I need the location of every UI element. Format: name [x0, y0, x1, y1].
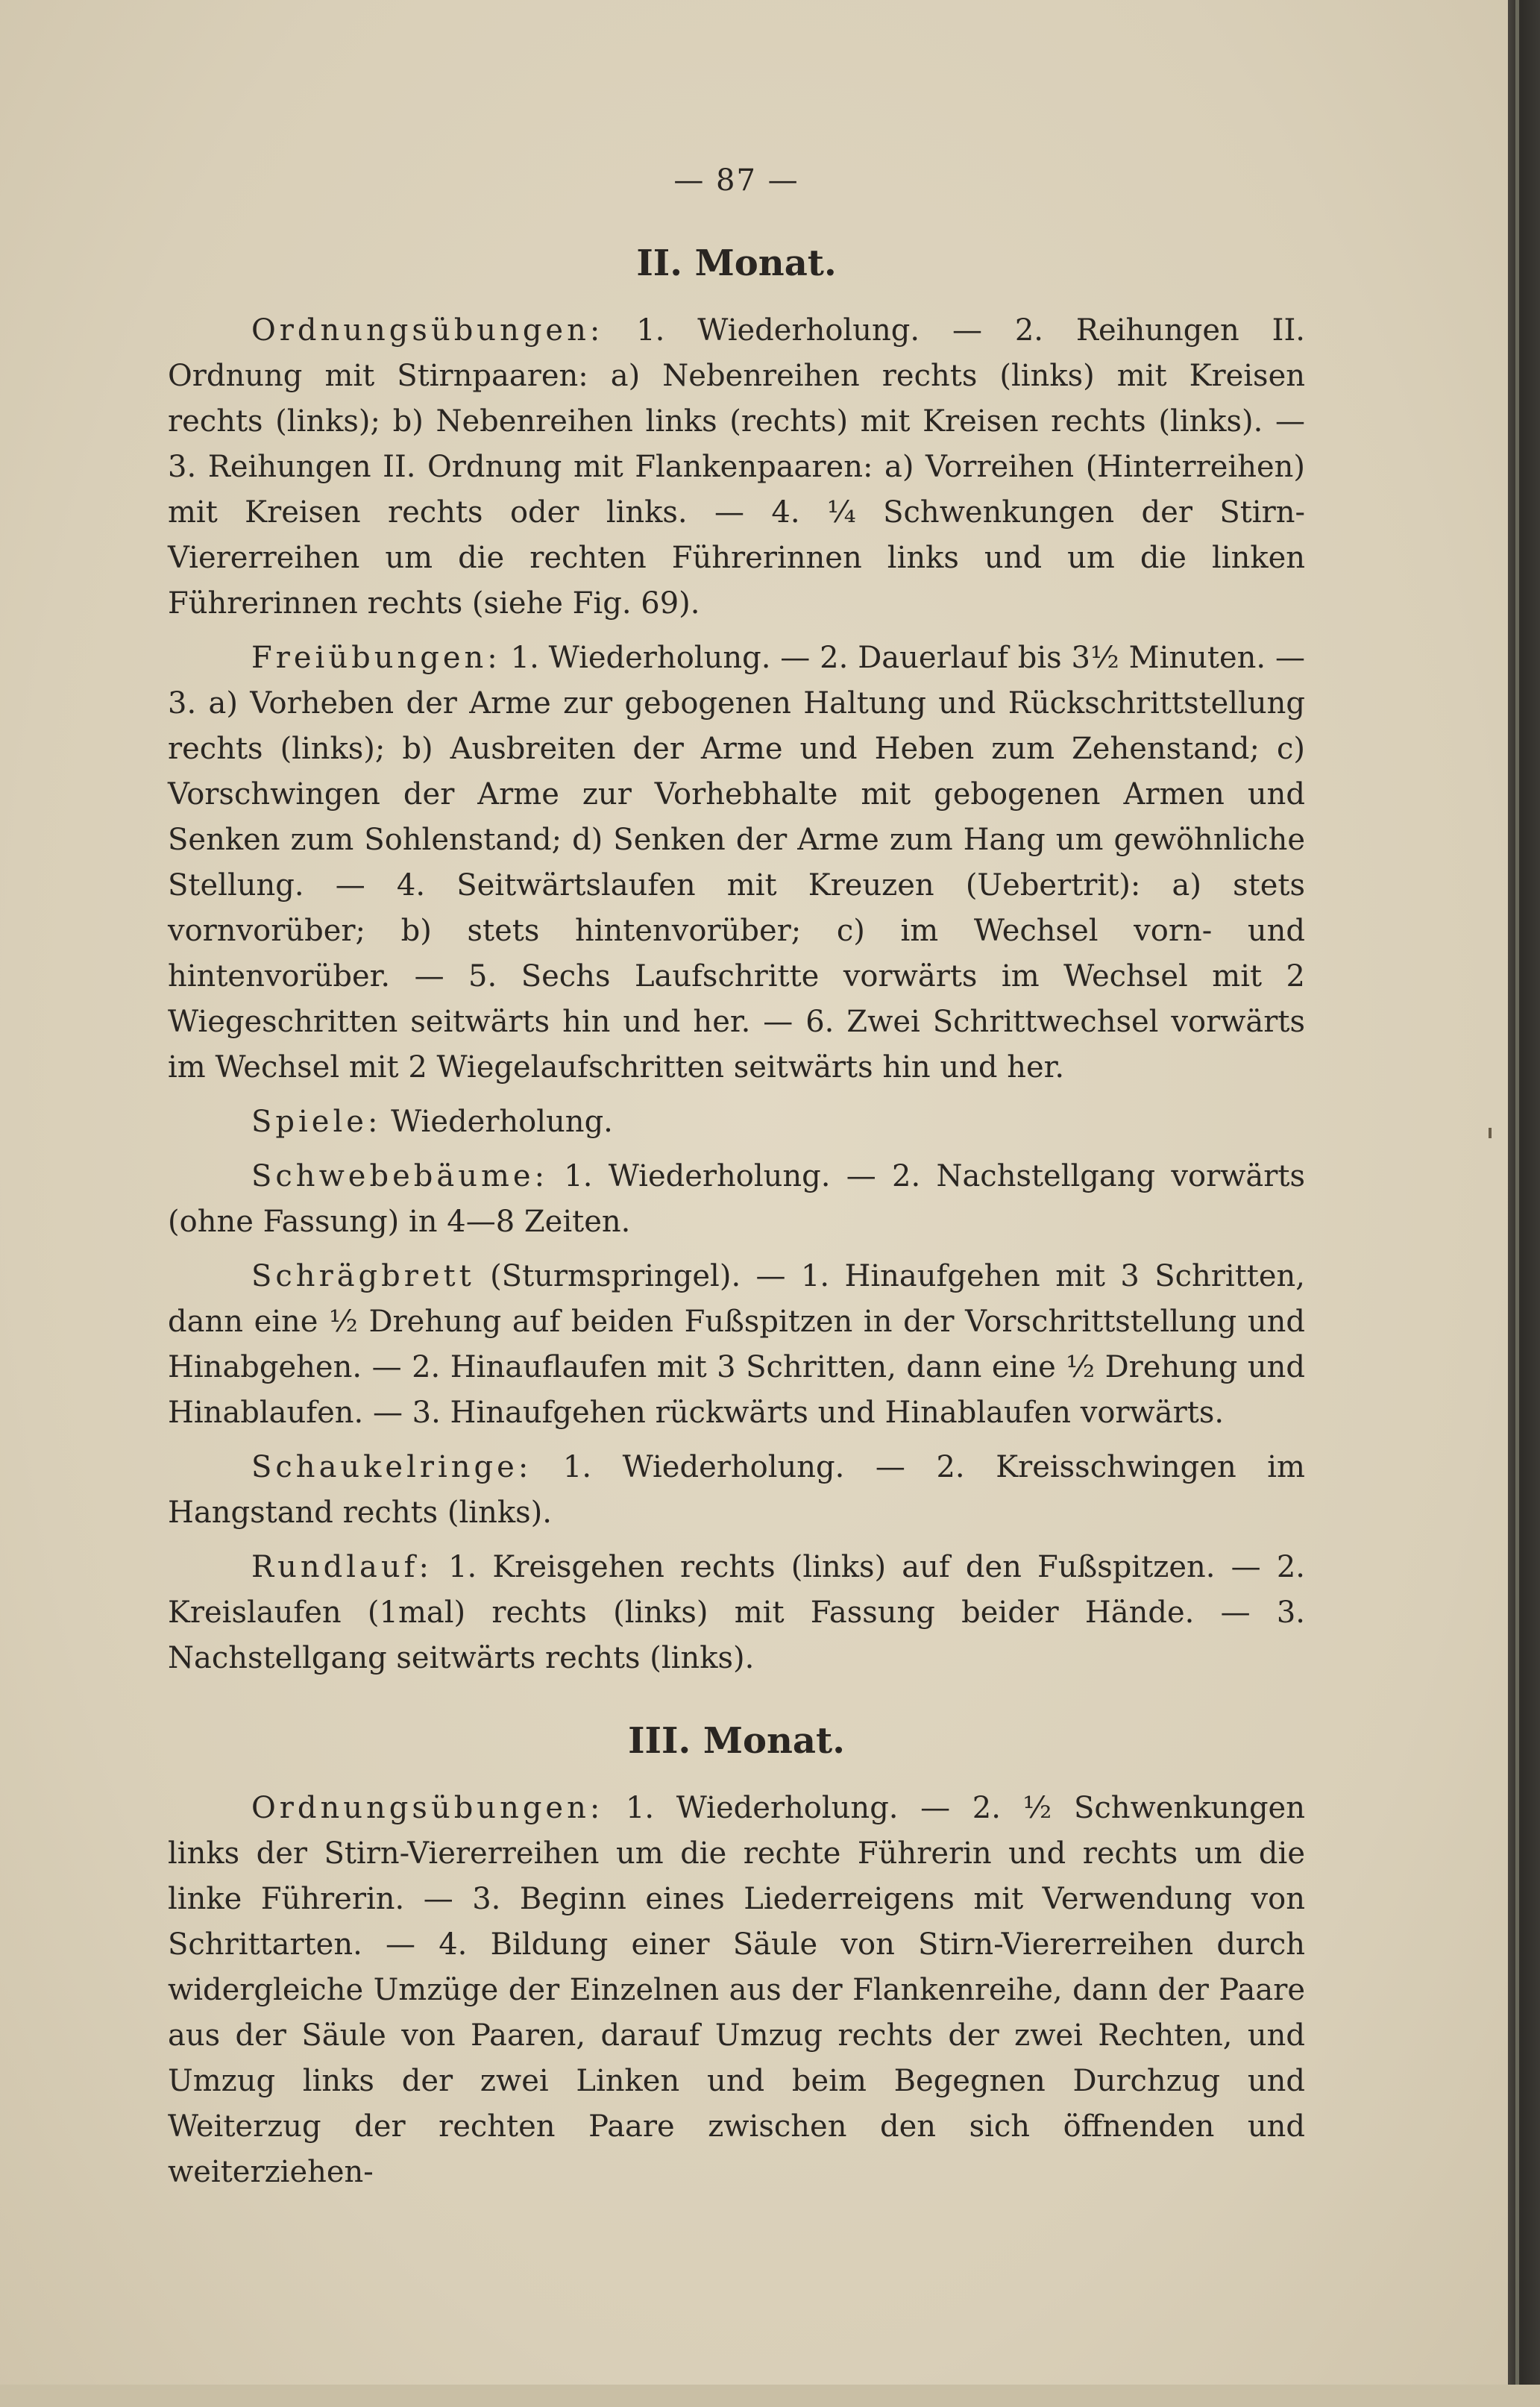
paragraph-body: 1. Wiederholung. — 2. Reihungen II. Ordnung mit Stirnpaaren: a) Nebenreihen rechts (links) mit Kreisen rechts (links); b) Nebenreihen links (rechts) mit Kreisen rechts (links). — 3. Reihungen II. Ordnung mit Flankenpaaren: a) Vorreihen (Hinterreihen) mit Kreisen rechts oder links. — 4. ¼ Schwenkungen der Stirn-Viererreihen um die rechten Führerinnen links und um die linken Führerinnen rechts (siehe Fig. 69). — [168, 313, 1305, 621]
page-bottom-edge — [0, 2385, 1540, 2407]
paragraph-term: Ordnungsübungen: — [251, 313, 604, 348]
spine-edge-line — [1515, 0, 1519, 2407]
paragraph-term: Freiübungen: — [251, 641, 501, 675]
paragraph-ordnungsuebungen — [168, 308, 1305, 627]
paragraph-term: Schrägbrett — [251, 1259, 475, 1293]
paragraph-schaukelringe — [168, 1445, 1305, 1536]
paragraph-schraegbrett — [168, 1254, 1305, 1436]
paragraph-body: (Sturmspringel). — 1. Hinaufgehen mit 3 Schritten, dann eine ½ Drehung auf beiden Fußspitzen in der Vorschrittstellung und Hinabgehen. — 2. Hinauflaufen mit 3 Schritten, dann eine ½ Drehung und Hinablaufen. — 3. Hinaufgehen rückwärts und Hinablaufen vorwärts. — [168, 1259, 1305, 1430]
paragraph-term: Schaukelringe: — [251, 1450, 532, 1484]
paragraph-body: 1. Wiederholung. — 2. ½ Schwenkungen links der Stirn-Viererreihen um die rechte Führerin und rechts um die linke Führerin. — 3. Beginn eines Liederreigens mit Verwendung von Schrittarten. — 4. Bildung einer Säule von Stirn-Viererreihen durch widergleiche Umzüge der Einzelnen aus der Flankenreihe, dann der Paare aus der Säule von Paaren, darauf Umzug rechts der zwei Rechten, und Umzug links der zwei Linken und beim Begegnen Durchzug und Weiterzug der rechten Paare zwischen den sich öffnenden und weiterziehen- — [168, 1791, 1305, 2189]
paragraph-body: 1. Wiederholung. — 2. Dauerlauf bis 3½ Minuten. — 3. a) Vorheben der Arme zur gebogenen Haltung und Rückschrittstellung rechts (links); b) Ausbreiten der Arme und Heben zum Zehenstand; c) Vorschwingen der Arme zur Vorhebhalte mit gebogenen Armen und Senken zum Sohlenstand; d) Senken der Arme zum Hang um gewöhnliche Stellung. — 4. Seitwärtslaufen mit Kreuzen (Uebertrit): a) stets vornvorüber; b) stets hintenvorüber; c) im Wechsel vorn- und hintenvorüber. — 5. Sechs Laufschritte vorwärts im Wechsel mit 2 Wiegeschritten seitwärts hin und her. — 6. Zwei Schrittwechsel vorwärts im Wechsel mit 2 Wiegelaufschritten seitwärts hin und her. — [168, 641, 1305, 1085]
paragraph-ordnungsuebungen-iii — [168, 1786, 1305, 2195]
paper-speck — [1489, 1128, 1492, 1138]
paragraph-term: Spiele: — [251, 1105, 382, 1139]
paragraph-spiele — [168, 1099, 1305, 1145]
paragraph-body: 1. Wiederholung. — 2. Nachstellgang vorwärts (ohne Fassung) in 4—8 Zeiten. — [168, 1159, 1305, 1239]
page-number: — 87 — — [673, 163, 799, 198]
paragraph-term: Rundlauf: — [251, 1550, 433, 1584]
paragraph-term: Ordnungsübungen: — [251, 1791, 604, 1825]
paragraph-schwebebaeume — [168, 1154, 1305, 1245]
section-heading-ii-monat: II. Monat. — [636, 242, 837, 284]
paragraph-rundlauf — [168, 1545, 1305, 1681]
paragraph-body: 1. Kreisgehen rechts (links) auf den Fußspitzen. — 2. Kreislaufen (1mal) rechts (links) mit Fassung beider Hände. — 3. Nachstellgang seitwärts rechts (links). — [168, 1550, 1305, 1675]
section-heading-iii-monat: III. Monat. — [628, 1720, 845, 1762]
paragraph-body: Wiederholung. — [381, 1105, 613, 1139]
page-text — [168, 160, 1305, 2204]
paragraph-body: 1. Wiederholung. — 2. Kreisschwingen im Hangstand rechts (links). — [168, 1450, 1305, 1530]
paragraph-term: Schwebebäume: — [251, 1159, 549, 1193]
book-spine — [1508, 0, 1540, 2407]
paragraph-freiuebungen — [168, 636, 1305, 1090]
